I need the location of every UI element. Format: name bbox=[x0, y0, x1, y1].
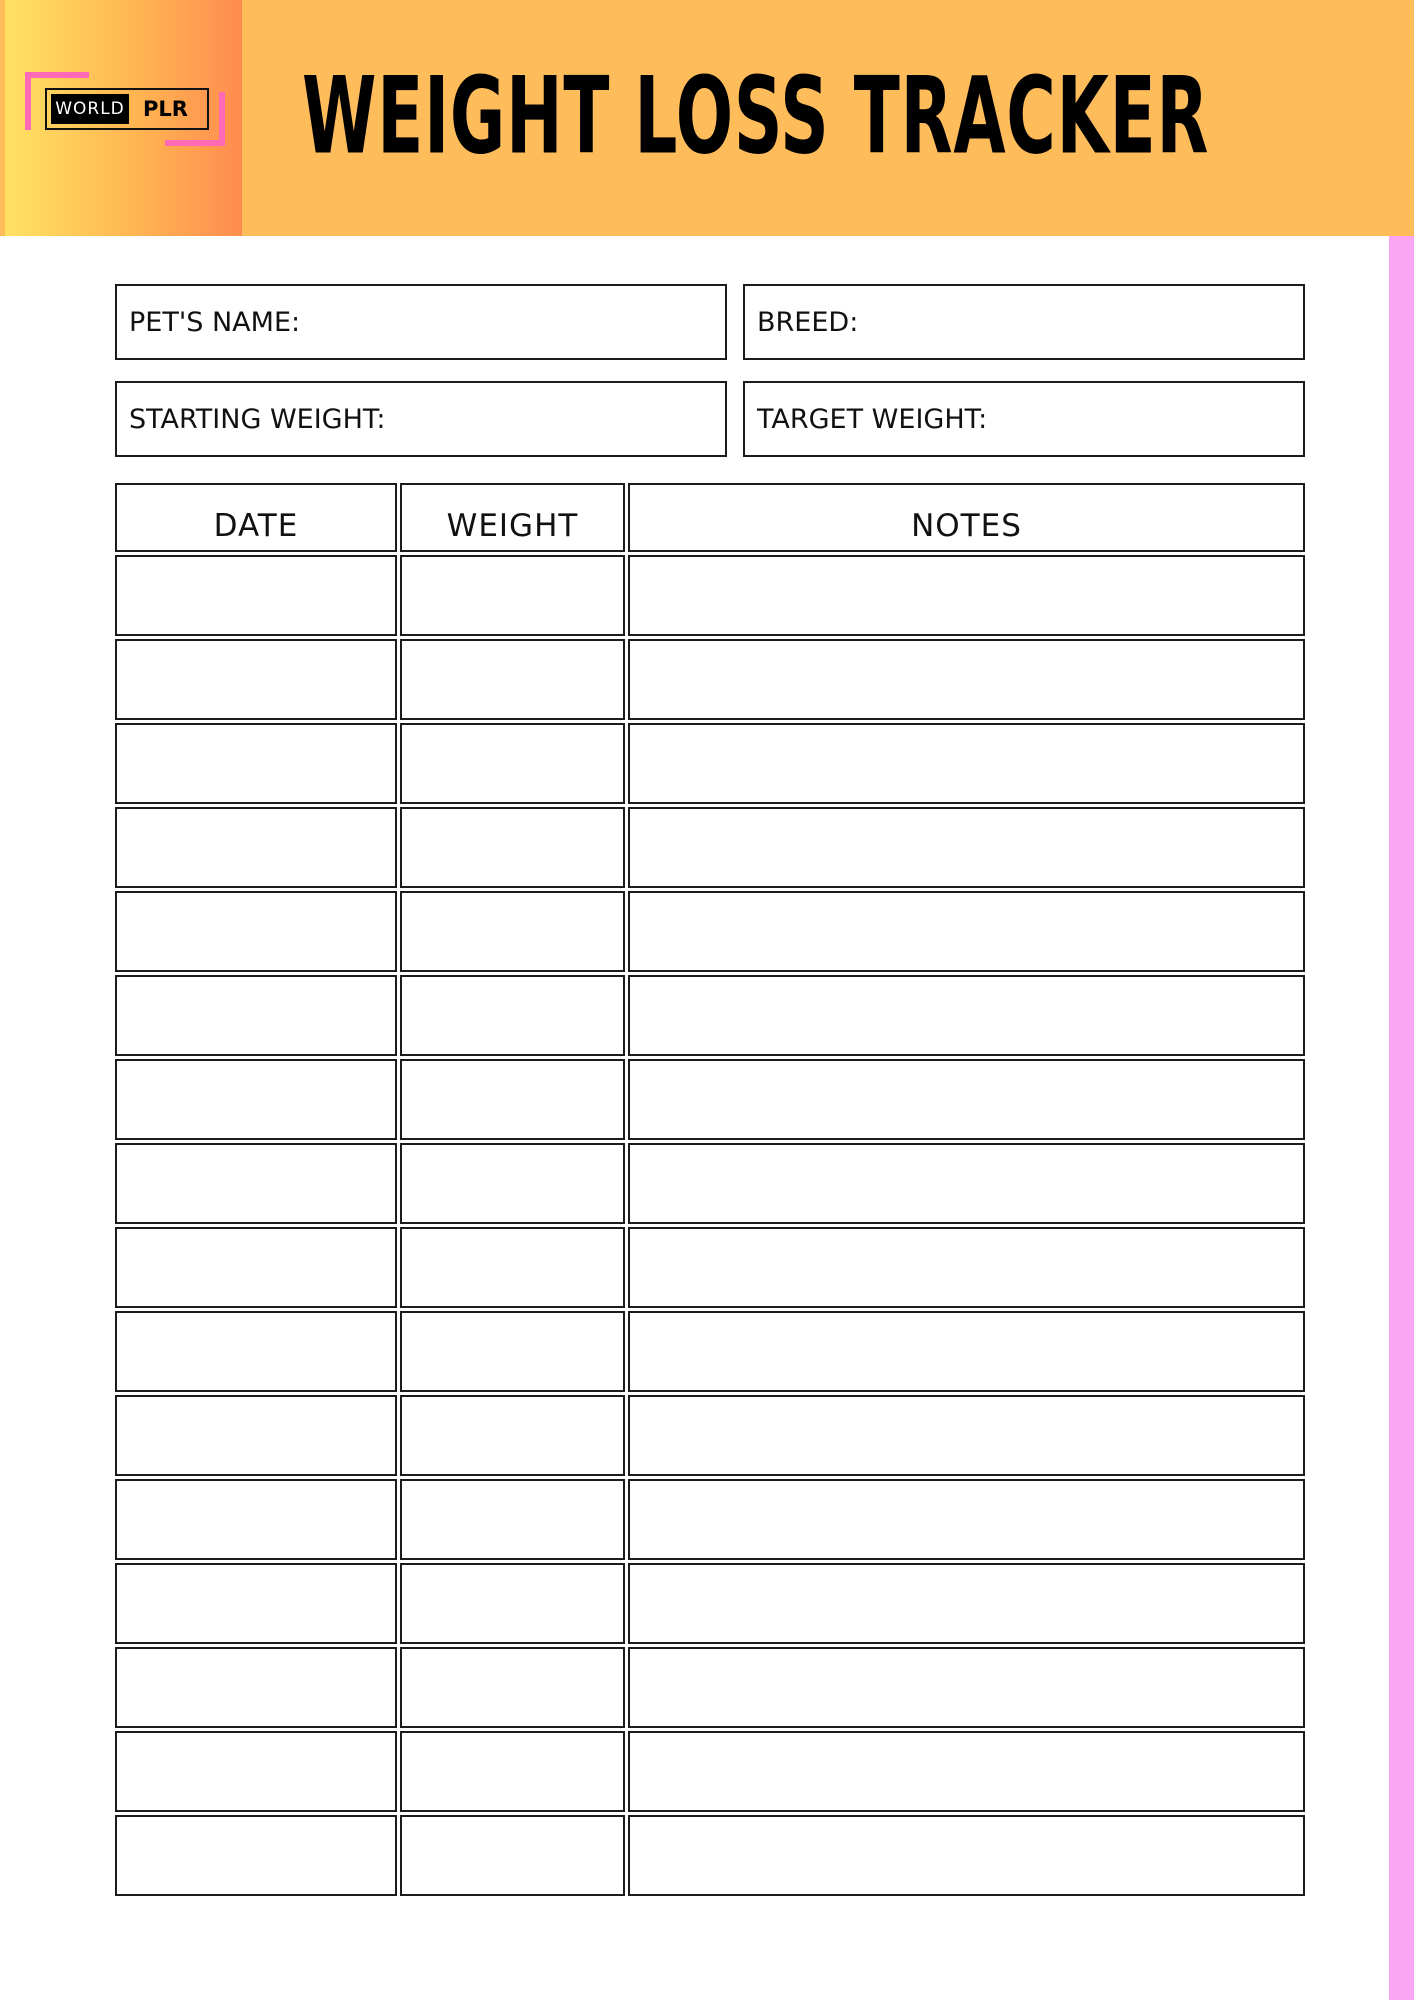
target-weight-field[interactable] bbox=[743, 381, 1305, 457]
table-cell-date[interactable] bbox=[115, 1227, 397, 1308]
table-cell-date[interactable] bbox=[115, 639, 397, 720]
table-cell-date[interactable] bbox=[115, 723, 397, 804]
breed-label: BREED: bbox=[757, 306, 859, 338]
logo-accent-left bbox=[25, 72, 31, 130]
table-cell-notes[interactable] bbox=[628, 1815, 1305, 1896]
table-cell-weight[interactable] bbox=[400, 1731, 625, 1812]
column-header-notes: NOTES bbox=[628, 483, 1305, 552]
table-cell-date[interactable] bbox=[115, 1563, 397, 1644]
table-cell-weight[interactable] bbox=[400, 1227, 625, 1308]
table-cell-weight[interactable] bbox=[400, 891, 625, 972]
table-cell-date[interactable] bbox=[115, 975, 397, 1056]
side-stripe bbox=[1389, 236, 1414, 2000]
column-header-date: DATE bbox=[115, 483, 397, 552]
table-cell-notes[interactable] bbox=[628, 1647, 1305, 1728]
table-cell-weight[interactable] bbox=[400, 975, 625, 1056]
pet-name-field[interactable] bbox=[115, 284, 727, 360]
table-cell-weight[interactable] bbox=[400, 1479, 625, 1560]
table-cell-date[interactable] bbox=[115, 555, 397, 636]
logo-word-world: WORLD bbox=[51, 94, 129, 124]
pet-name-label: PET'S NAME: bbox=[129, 306, 301, 338]
table-cell-weight[interactable] bbox=[400, 555, 625, 636]
table-cell-notes[interactable] bbox=[628, 975, 1305, 1056]
breed-field[interactable] bbox=[743, 284, 1305, 360]
table-cell-date[interactable] bbox=[115, 1731, 397, 1812]
table-cell-notes[interactable] bbox=[628, 1395, 1305, 1476]
table-cell-date[interactable] bbox=[115, 1311, 397, 1392]
table-cell-notes[interactable] bbox=[628, 1563, 1305, 1644]
page-title: WEIGHT LOSS TRACKER bbox=[302, 54, 1210, 179]
brand-logo bbox=[5, 0, 242, 236]
table-cell-notes[interactable] bbox=[628, 1479, 1305, 1560]
column-header-weight: WEIGHT bbox=[400, 483, 625, 552]
table-cell-weight[interactable] bbox=[400, 1815, 625, 1896]
table-cell-date[interactable] bbox=[115, 1647, 397, 1728]
table-cell-notes[interactable] bbox=[628, 891, 1305, 972]
starting-weight-label: STARTING WEIGHT: bbox=[129, 403, 386, 435]
starting-weight-field[interactable] bbox=[115, 381, 727, 457]
table-cell-date[interactable] bbox=[115, 807, 397, 888]
table-cell-weight[interactable] bbox=[400, 639, 625, 720]
table-cell-weight[interactable] bbox=[400, 1059, 625, 1140]
table-cell-notes[interactable] bbox=[628, 723, 1305, 804]
table-cell-date[interactable] bbox=[115, 1479, 397, 1560]
table-cell-weight[interactable] bbox=[400, 1647, 625, 1728]
table-cell-notes[interactable] bbox=[628, 639, 1305, 720]
table-cell-date[interactable] bbox=[115, 1815, 397, 1896]
table-cell-weight[interactable] bbox=[400, 723, 625, 804]
table-cell-weight[interactable] bbox=[400, 1143, 625, 1224]
logo-accent-top bbox=[25, 72, 89, 78]
table-cell-notes[interactable] bbox=[628, 1227, 1305, 1308]
target-weight-label: TARGET WEIGHT: bbox=[757, 403, 988, 435]
table-cell-date[interactable] bbox=[115, 1059, 397, 1140]
logo-accent-bottom bbox=[165, 140, 225, 146]
table-cell-notes[interactable] bbox=[628, 1731, 1305, 1812]
table-cell-notes[interactable] bbox=[628, 555, 1305, 636]
table-cell-date[interactable] bbox=[115, 1395, 397, 1476]
logo-accent-right bbox=[219, 92, 225, 146]
logo-frame bbox=[45, 88, 209, 130]
table-cell-notes[interactable] bbox=[628, 1059, 1305, 1140]
table-cell-notes[interactable] bbox=[628, 807, 1305, 888]
table-cell-date[interactable] bbox=[115, 891, 397, 972]
table-cell-weight[interactable] bbox=[400, 1563, 625, 1644]
table-cell-notes[interactable] bbox=[628, 1143, 1305, 1224]
table-cell-notes[interactable] bbox=[628, 1311, 1305, 1392]
logo-word-plr: PLR bbox=[143, 97, 188, 121]
table-cell-weight[interactable] bbox=[400, 1311, 625, 1392]
table-cell-weight[interactable] bbox=[400, 807, 625, 888]
table-cell-date[interactable] bbox=[115, 1143, 397, 1224]
table-cell-weight[interactable] bbox=[400, 1395, 625, 1476]
